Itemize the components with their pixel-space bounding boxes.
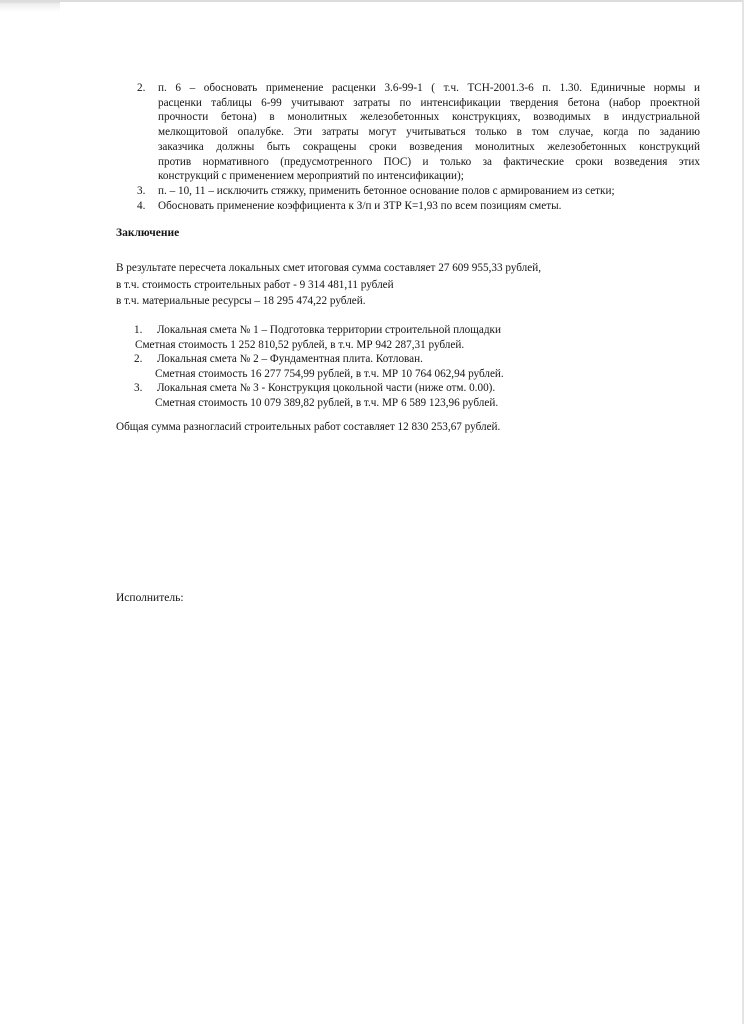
text-line: конструкций с применением мероприятий по интенсификации);	[158, 170, 464, 183]
executor-label: Исполнитель:	[116, 592, 184, 604]
estimate-cost: Сметная стоимость 16 277 754,99 рублей, в т.ч. МР 10 764 062,94 рублей.	[155, 367, 504, 380]
text-line: прочности бетона) в монолитных железобетонных конструкциях, возводимых в индустриальной	[158, 111, 700, 124]
estimate-title	[134, 381, 504, 396]
text-line: против нормативного (предусмотренного ПОС) и только за фактические сроки возведения этих	[158, 155, 700, 168]
list-item-number: 4.	[137, 199, 146, 212]
conclusion-summary	[116, 260, 541, 310]
summary-line: в т.ч. материальные ресурсы – 18 295 474,22 рублей.	[116, 295, 366, 307]
list-item-text: п. – 10, 11 – исключить стяжку, применить бетонное основание полов с армированием из сетки;	[158, 184, 615, 197]
estimate-number: 3.	[134, 382, 143, 394]
estimate-number: 1.	[134, 324, 143, 336]
total-disagreement: Общая сумма разногласий строительных работ составляет 12 830 253,67 рублей.	[116, 421, 501, 433]
estimate-cost: Сметная стоимость 1 252 810,52 рублей, в т.ч. МР 942 287,31 рублей.	[135, 338, 465, 351]
text-line: расценки таблицы 6-99 учитывают затраты по интенсификации твердения бетона (набор проектной	[158, 96, 700, 109]
conclusion-heading: Заключение	[116, 227, 180, 239]
list-item	[137, 184, 700, 199]
estimate-number: 2.	[134, 353, 143, 365]
estimate-title-text: Локальная смета № 3 - Конструкция цокольной части (ниже отм. 0.00).	[157, 382, 496, 394]
list-item-text: Обосновать применение коэффициента к З/п и ЗТР К=1,93 по всем позициям сметы.	[158, 199, 562, 212]
list-item	[137, 199, 700, 214]
summary-line: в т.ч. стоимость строительных работ - 9 314 481,11 рублей	[116, 278, 394, 291]
list-item-number: 2.	[137, 82, 146, 94]
list-item	[137, 81, 700, 184]
remarks-list	[137, 81, 700, 213]
estimate-title	[134, 323, 504, 338]
list-item-number: 3.	[137, 184, 146, 197]
estimates-list	[134, 323, 504, 410]
estimate-cost: Сметная стоимость 10 079 389,82 рублей, в т.ч. МР 6 589 123,96 рублей.	[155, 396, 499, 409]
text-line: заказчика должны быть сокращены сроки возведения монолитных железобетонных конструкций	[158, 140, 700, 153]
estimate-title-text: Локальная смета № 2 – Фундаментная плита. Котлован.	[157, 353, 423, 365]
summary-line: В результате пересчета локальных смет итоговая сумма составляет 27 609 955,33 рублей,	[116, 262, 541, 274]
list-item-text	[158, 81, 700, 184]
text-line: п. 6 – обосновать применение расценки 3.6-99-1 ( т.ч. ТСН-2001.3-6 п. 1.30. Единичные нормы и	[158, 82, 700, 94]
estimate-title	[134, 352, 504, 367]
text-line: мелкощитовой опалубке. Эти затраты могут учитываться только в том случае, когда по заданию	[158, 126, 700, 139]
estimate-title-text: Локальная смета № 1 – Подготовка территории строительной площадки	[157, 324, 501, 336]
